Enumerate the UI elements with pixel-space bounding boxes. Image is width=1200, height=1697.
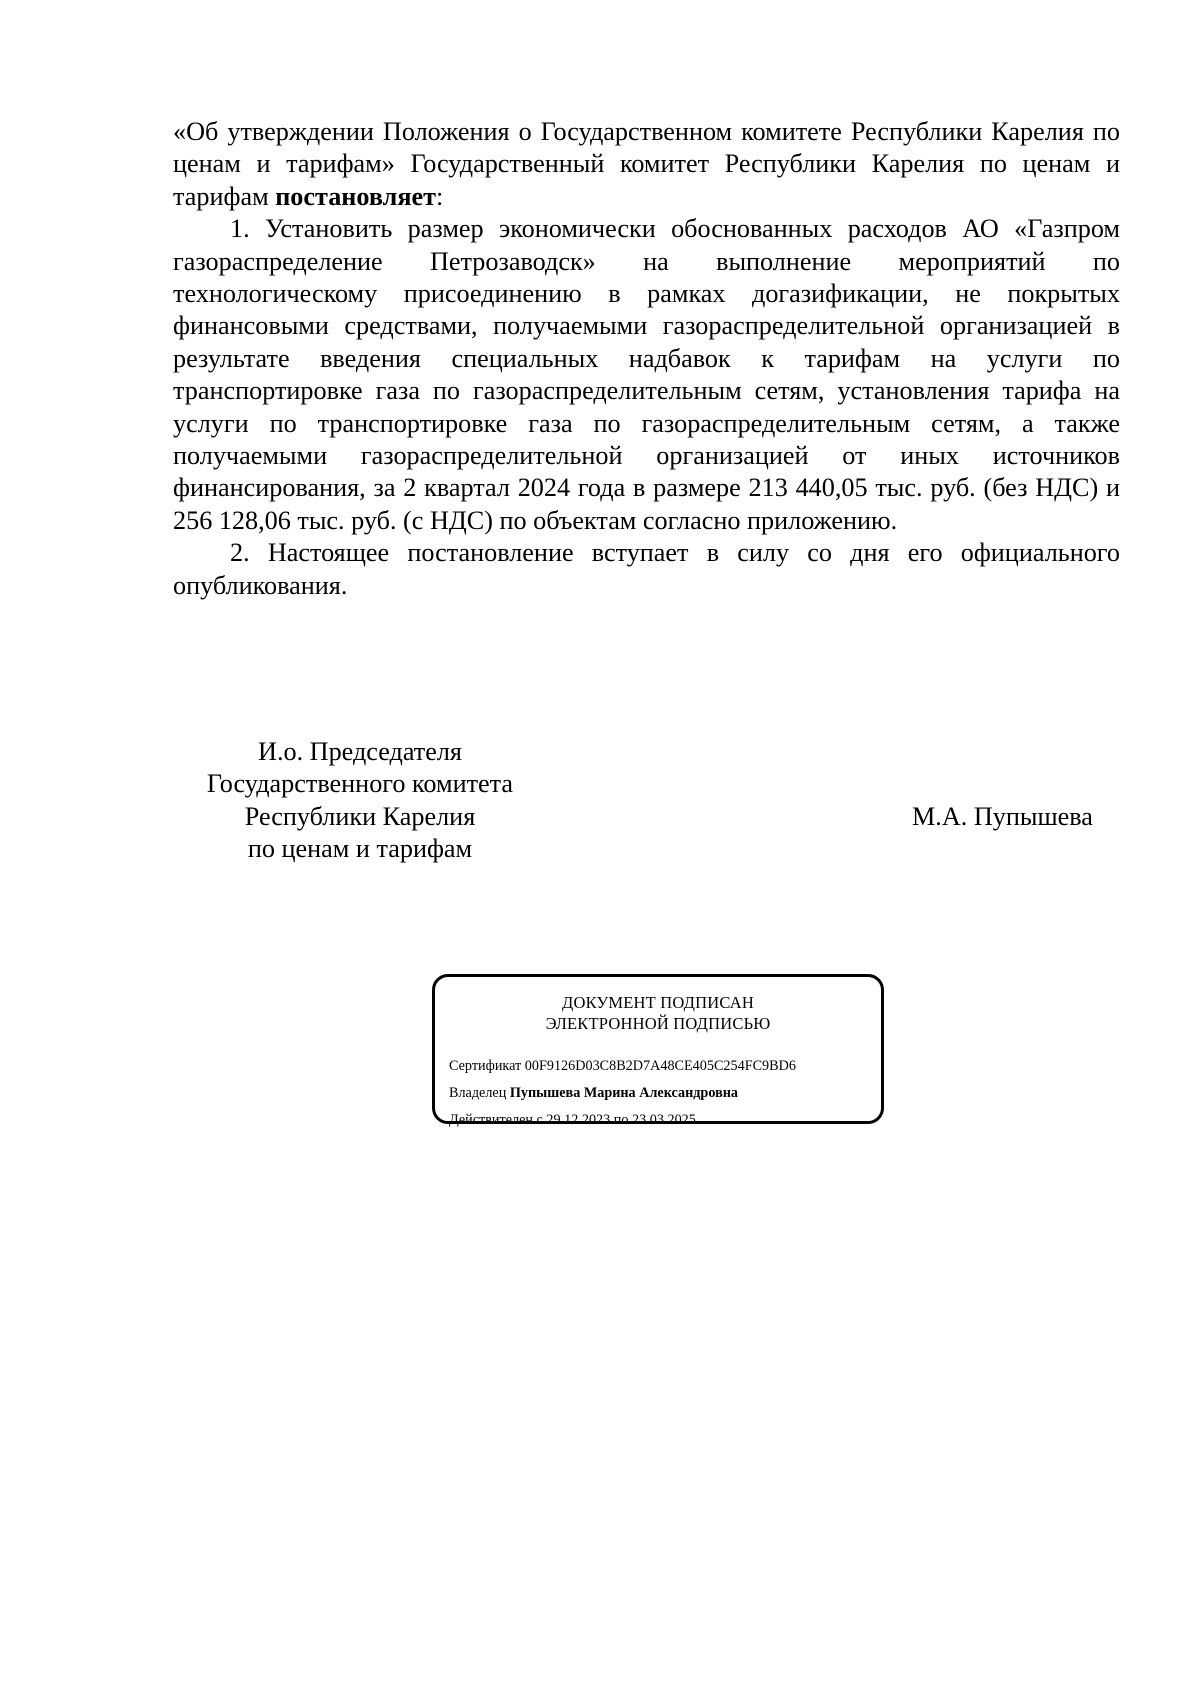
stamp-valid-to-label: по [613, 1112, 629, 1128]
document-body [173, 116, 1120, 602]
stamp-owner-row [449, 1080, 796, 1107]
signer-name: М.А. Пупышева [912, 802, 1093, 831]
stamp-header [435, 992, 881, 1034]
stamp-valid-label: Действителен с [449, 1112, 543, 1128]
intro-paragraph [173, 116, 1120, 213]
stamp-header-line: ДОКУМЕНТ ПОДПИСАН [562, 993, 754, 1012]
item-1-paragraph: 1. Установить размер экономически обоснованных расходов АО «Газпром газораспределение Петрозаводск» на выполнение мероприятий по технологическому присоединению в рамках догазификации, не покрытых финансовыми средствами, получаемыми газораспределительной организацией в результате введения специальных надбавок к тарифам на услуги по транспортировке газа по газораспределительным сетям, установления тарифа на услуги по транспортировке газа по газораспределительным сетям, а также получаемыми газораспределительной организацией от иных источников финансирования, за 2 квартал 2024 года в размере 213 440,05 тыс. руб. (без НДС) и 256 128,06 тыс. руб. (с НДС) по объектам согласно приложению. [173, 214, 1120, 535]
electronic-signature-stamp [432, 974, 884, 1128]
stamp-validity-row [449, 1107, 796, 1134]
stamp-owner-label: Владелец [449, 1085, 507, 1101]
stamp-certificate-row [449, 1053, 796, 1080]
intro-colon: : [435, 181, 444, 211]
intro-resolution-title: «Об утверждении Положения о Государственном комитете Республики Карелия по ценам и тарифам» [173, 117, 1120, 179]
signer-position-line: И.о. Председателя [258, 737, 462, 766]
stamp-certificate-value: 00F9126D03C8B2D7A48CE405C254FC9BD6 [524, 1058, 796, 1074]
stamp-certificate-label: Сертификат [449, 1058, 522, 1074]
item-2-paragraph: 2. Настоящее постановление вступает в силу со дня его официального опубликования. [173, 538, 1120, 600]
intro-decrees-word: постановляет [275, 181, 436, 211]
signer-position-line: Республики Карелия [244, 801, 476, 831]
signer-position [160, 736, 560, 866]
stamp-valid-from: 29.12.2023 [546, 1112, 611, 1128]
signer-position-line: по ценам и тарифам [247, 834, 473, 864]
stamp-valid-to: 23.03.2025 [632, 1112, 696, 1128]
intro-committee-text: Государственный комитет Республики Карелия по ценам и тарифам [173, 149, 1120, 211]
stamp-details [449, 1053, 796, 1134]
stamp-owner-value: Пупышева Марина Александровна [509, 1085, 738, 1101]
signer-position-line: Государственного комитета [206, 769, 514, 799]
stamp-header-line: ЭЛЕКТРОННОЙ ПОДПИСЬЮ [545, 1014, 771, 1033]
